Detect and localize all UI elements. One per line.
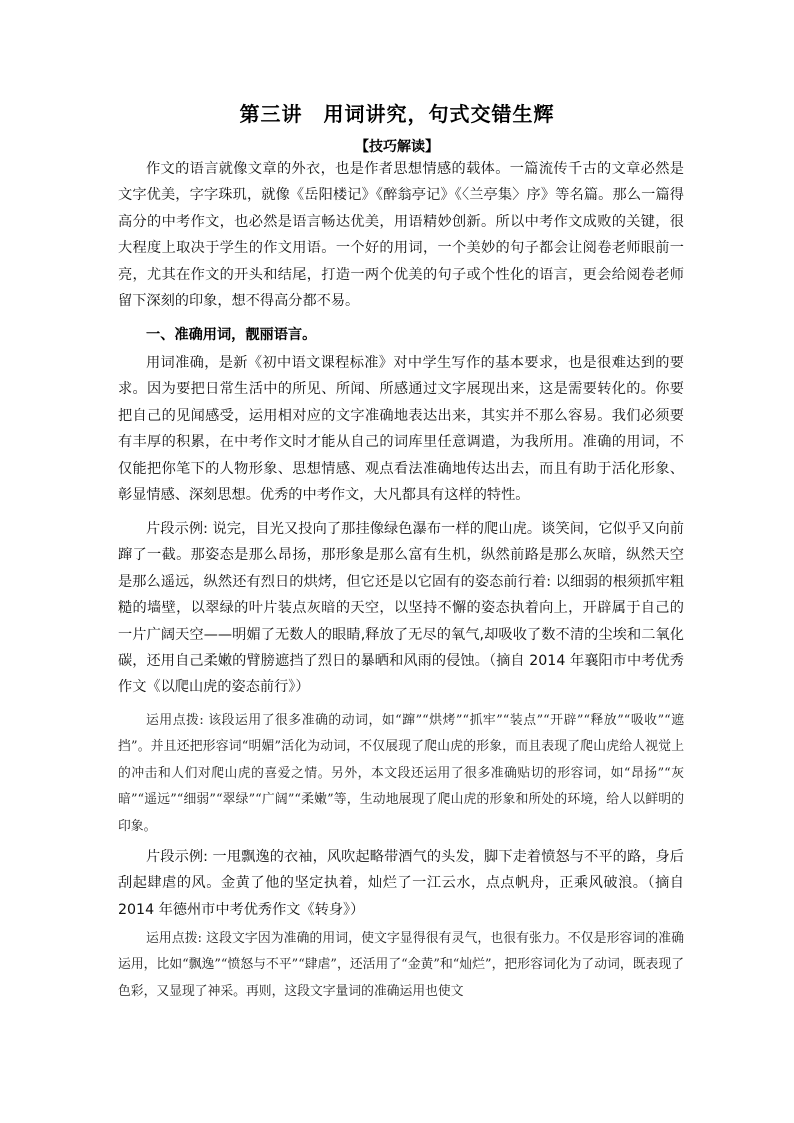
- note-paragraph-2: 运用点拨: 这段文字因为准确的用词，使文字显得很有灵气，也很有张力。不仅是形容词的准确运用，比如“飘逸”“愤怒与不平”“肆虐”，还活用了“金黄”和“灿烂”，把形容词化为了动词，既表现了色彩，又显现了神采。再则，这段文字量词的准确运用也使文: [118, 931, 684, 999]
- section-heading-1: 一、准确用词，靓丽语言。: [146, 327, 317, 343]
- section-label: 【技巧解读】: [355, 139, 439, 155]
- body-paragraph-1: 用词准确，是新《初中语文课程标准》对中学生写作的基本要求，也是很难达到的要求。因为要把日常生活中的所见、所闻、所感通过文字展现出来，这是需要转化的。你要把自己的见闻感受，运用相对应的文字准确地表达出来，其实并不那么容易。我们必须要有丰厚的积累，在中考作文时才能从自己的词库里任意调遣，为我所用。准确的用词，不仅能把你笔下的人物形象、思想情感、观点看法准确地传达出去，而且有助于活化形象、彰显情感、深刻思想。优秀的中考作文，大凡都具有这样的特性。: [118, 355, 684, 504]
- note-paragraph-1: 运用点拨: 该段运用了很多准确的动词，如“蹿”“烘烤”“抓牢”“装点”“开辟”“释放”“吸收”“遮挡”。并且还把形容词“明媚”活化为动词，不仅展现了爬山虎的形象，而且表现了爬山虎给人视觉上的冲击和人们对爬山虎的喜爱之情。另外，本文段还运用了很多准确贴切的形容词，如“昂扬”“灰暗”“遥远”“细弱”“翠绿”“广阔”“柔嫩”等，生动地展现了爬山虎的形象和所处的环境，给人以鲜明的印象。: [118, 713, 684, 834]
- example-paragraph-1: 片段示例: 说完，目光又投向了那挂像绿色瀑布一样的爬山虎。谈笑间，它似乎又向前蹿了一截。那姿态是那么昂扬，那形象是那么富有生机，纵然前路是那么灰暗，纵然天空是那么遥远，纵然还有烈日的烘烤，但它还是以它固有的姿态前行着: 以细弱的根须抓牢粗糙的墙壁，以翠绿的叶片装点灰暗的天空，以坚持不懈的姿态执着向上，开辟属于自己的一片广阔天空——明媚了无数人的眼睛,释放了无尽的氧气,却吸收了数不清的尘埃和二氧化碳，还用自己柔嫩的臂膀遮挡了烈日的暴晒和风雨的侵蚀。（摘自 2014 年襄阳市中考优秀作文《以爬山虎的姿态前行》）: [118, 521, 684, 696]
- example-paragraph-2: 片段示例: 一甩飘逸的衣袖，风吹起略带酒气的头发，脚下走着愤怒与不平的路，身后刮起肆虐的风。金黄了他的坚定执着，灿烂了一江云水，点点帆舟，正乘风破浪。（摘自 2014 年德州市中考优秀作文《转身》）: [118, 849, 684, 918]
- document-title: 第三讲 用词讲究，句式交错生辉: [239, 102, 555, 126]
- intro-paragraph: 作文的语言就像文章的外衣，也是作者思想情感的载体。一篇流传千古的文章必然是文字优美，字字珠玑，就像《岳阳楼记》《醉翁亭记》《〈兰亭集〉序》等名篇。那么一篇得高分的中考作文，也必然是语言畅达优美，用语精妙创新。所以中考作文成败的关键，很大程度上取决于学生的作文用语。一个好的用词，一个美妙的句子都会让阅卷老师眼前一亮，尤其在作文的开头和结尾，打造一两个优美的句子或个性化的语言，更会给阅卷老师留下深刻的印象，想不得高分都不易。: [118, 161, 684, 310]
